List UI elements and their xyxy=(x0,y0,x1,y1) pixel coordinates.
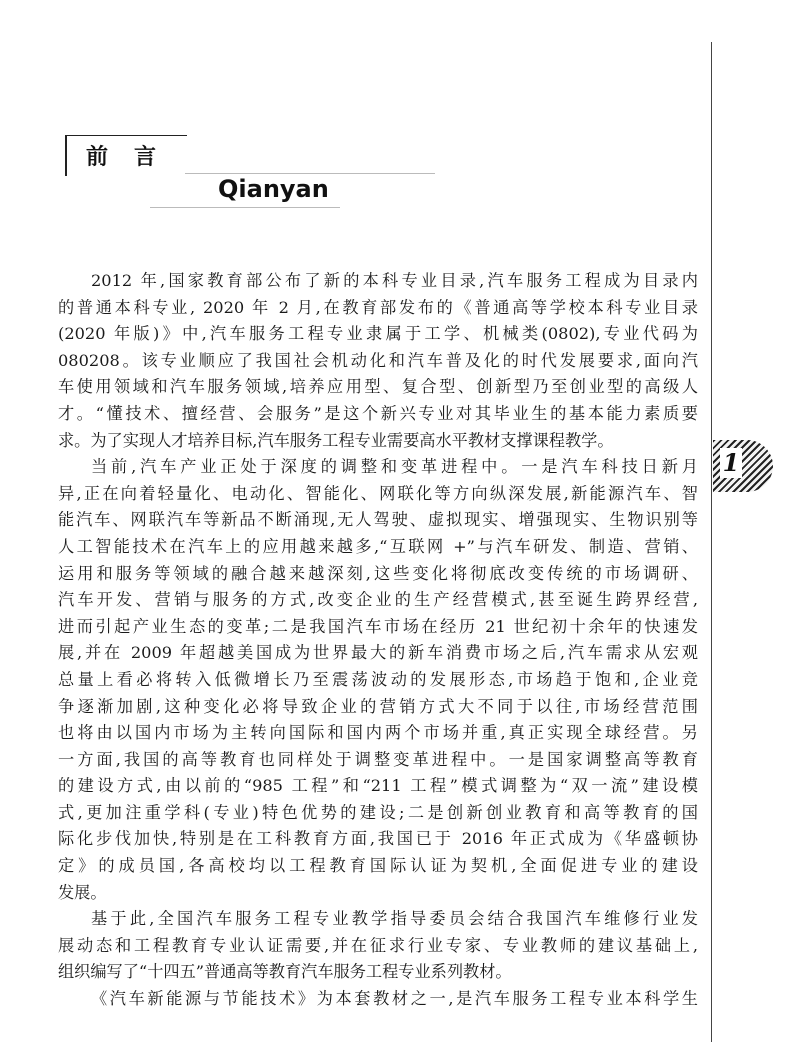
text-line: 的普通本科专业, 2020 年 2 月,在教育部发布的《普通高等学校本科专业目录 xyxy=(58,297,698,317)
text-line: 运用和服务等领域的融合越来越深刻,这些变化将彻底改变传统的市场调研、 xyxy=(58,563,698,583)
text-line: 进而引起产业生态的变革;二是我国汽车市场在经历 21 世纪初十余年的快速发 xyxy=(58,616,698,636)
text-line: 080208。该专业顺应了我国社会机动化和汽车普及化的时代发展要求,面向汽 xyxy=(58,350,698,370)
text-line: 异,正在向着轻量化、电动化、智能化、网联化等方向纵深发展,新能源汽车、智 xyxy=(58,483,698,503)
text-line: (2020 年版)》中,汽车服务工程专业隶属于工学、机械类(0802),专业代码为 xyxy=(58,324,698,344)
text-line: 也将由以国内市场为主转向国际和国内两个市场并重,真正实现全球经营。另 xyxy=(58,723,698,743)
header-rule-lower xyxy=(150,207,340,208)
text-line: 能汽车、网联汽车等新品不断涌现,无人驾驶、虚拟现实、增强现实、生物识别等 xyxy=(58,510,698,530)
text-line: 求。为了实现人才培养目标,汽车服务工程专业需要高水平教材支撑课程教学。 xyxy=(58,430,614,450)
text-line: 才。“懂技术、擅经营、会服务”是这个新兴专业对其毕业生的基本能力素质要 xyxy=(58,403,698,423)
text-line: 人工智能技术在汽车上的应用越来越多,“互联网 +”与汽车研发、制造、营销、 xyxy=(58,536,698,556)
body-text xyxy=(58,268,698,1013)
text-line: 车使用领域和汽车服务领域,培养应用型、复合型、创新型乃至创业型的高级人 xyxy=(58,377,698,397)
page-title-romanized: Qianyan xyxy=(218,175,329,203)
text-line: 争逐渐加剧,这种变化必将导致企业的营销方式大不同于以往,市场经营范围 xyxy=(58,696,698,716)
text-line: 展,并在 2009 年超越美国成为世界最大的新车消费市场之后,汽车需求从宏观 xyxy=(58,643,698,663)
text-line: 发展。 xyxy=(58,882,107,902)
text-line: 当前,汽车产业正处于深度的调整和变革进程中。一是汽车科技日新月 xyxy=(91,457,698,477)
text-line: 《汽车新能源与节能技术》为本套教材之一,是汽车服务工程专业本科学生 xyxy=(91,989,698,1009)
text-line: 组织编写了“十四五”普通高等教育汽车服务工程专业系列教材。 xyxy=(58,962,512,982)
margin-rule xyxy=(711,42,712,1042)
page-number: 1 xyxy=(720,448,742,478)
text-line: 汽车开发、营销与服务的方式,改变企业的生产经营模式,甚至诞生跨界经营, xyxy=(58,590,698,610)
text-line: 2012 年,国家教育部公布了新的本科专业目录,汽车服务工程成为目录内 xyxy=(91,271,698,290)
text-line: 的建设方式,由以前的“985 工程”和“211 工程”模式调整为“双一流”建设模 xyxy=(58,776,698,796)
text-line: 定》的成员国,各高校均以工程教育国际认证为契机,全面促进专业的建设 xyxy=(58,856,698,876)
header-rule-upper xyxy=(185,173,435,174)
text-line: 基于此,全国汽车服务工程专业教学指导委员会结合我国汽车维修行业发 xyxy=(91,909,698,929)
text-line: 式,更加注重学科(专业)特色优势的建设;二是创新创业教育和高等教育的国 xyxy=(58,802,698,822)
text-line: 总量上看必将转入低微增长乃至震荡波动的发展形态,市场趋于饱和,企业竞 xyxy=(58,669,698,689)
page-title: 前言 xyxy=(86,145,183,170)
text-line: 展动态和工程教育专业认证需要,并在征求行业专家、专业教师的建议基础上, xyxy=(58,935,698,955)
text-line: 际化步伐加快,特别是在工科教育方面,我国已于 2016 年正式成为《华盛顿协 xyxy=(58,829,698,849)
text-line: 一方面,我国的高等教育也同样处于调整变革进程中。一是国家调整高等教育 xyxy=(58,749,698,769)
